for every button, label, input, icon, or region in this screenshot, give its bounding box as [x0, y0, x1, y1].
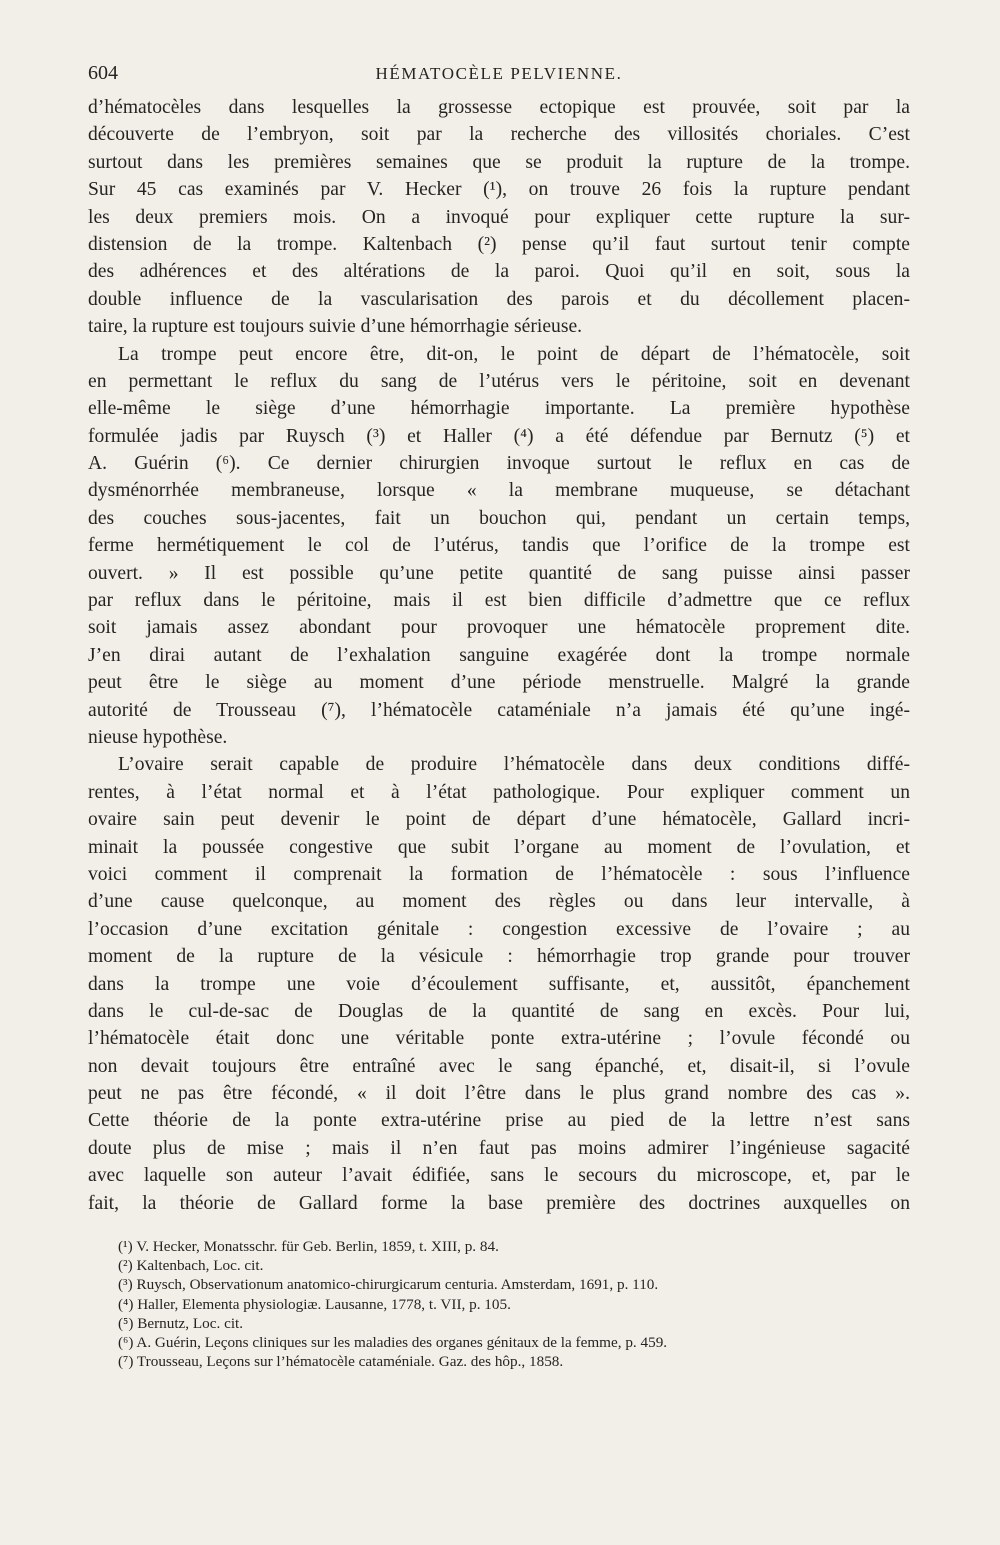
footnote: (⁷) Trousseau, Leçons sur l’hématocèle cataméniale. Gaz. des hôp., 1858. [118, 1353, 564, 1371]
text-line: l’hématocèle était donc une véritable ponte extra-utérine ; l’ovule fécondé ou [88, 1028, 910, 1050]
text-line: peut ne pas être fécondé, « il doit l’être dans le plus grand nombre des cas ». [88, 1083, 910, 1105]
text-line: rentes, à l’état normal et à l’état pathologique. Pour expliquer comment un [88, 781, 910, 803]
text-line: en permettant le reflux du sang de l’utérus vers le péritoine, soit en devenant [88, 370, 910, 392]
footnote: (⁴) Haller, Elementa physiologiæ. Lausanne, 1778, t. VII, p. 105. [118, 1295, 511, 1313]
text-line: double influence de la vascularisation des parois et du décollement placen- [88, 288, 910, 310]
text-line: avec laquelle son auteur l’avait édifiée, sans le secours du microscope, et, par le [88, 1165, 910, 1187]
text-line: minait la poussée congestive que subit l’organe au moment de l’ovulation, et [88, 836, 910, 858]
text-line: dysménorrhée membraneuse, lorsque « la membrane muqueuse, se détachant [88, 480, 910, 502]
text-line: découverte de l’embryon, soit par la recherche des villosités choriales. C’est [88, 124, 910, 146]
footnote: (¹) V. Hecker, Monatsschr. für Geb. Berlin, 1859, t. XIII, p. 84. [118, 1238, 499, 1255]
text-line: La trompe peut encore être, dit-on, le point de départ de l’hématocèle, soit [118, 343, 910, 365]
footnote: (⁶) A. Guérin, Leçons cliniques sur les maladies des organes génitaux de la femme, p. 459. [118, 1333, 668, 1351]
body-text [88, 94, 910, 1217]
text-line: formulée jadis par Ruysch (³) et Haller (⁴) a été défendue par Bernutz (⁵) et [88, 425, 910, 447]
footnotes [118, 1237, 908, 1371]
text-line: dans le cul-de-sac de Douglas de la quantité de sang en excès. Pour lui, [88, 1000, 910, 1022]
text-line: doute plus de mise ; mais il n’en faut pas moins admirer l’ingénieuse sagacité [88, 1137, 910, 1159]
text-line: moment de la rupture de la vésicule : hémorrhagie trop grande pour trouver [88, 946, 910, 968]
text-line: d’hématocèles dans lesquelles la grossesse ectopique est prouvée, soit par la [88, 97, 910, 118]
text-line: des adhérences et des altérations de la paroi. Quoi qu’il en soit, sous la [88, 261, 910, 283]
text-line: elle-même le siège d’une hémorrhagie importante. La première hypothèse [88, 398, 910, 420]
text-line: nieuse hypothèse. [88, 726, 228, 748]
text-line: des couches sous-jacentes, fait un bouchon qui, pendant un certain temps, [88, 507, 910, 529]
text-line: ovaire sain peut devenir le point de départ d’une hématocèle, Gallard incri- [88, 809, 910, 831]
text-line: par reflux dans le péritoine, mais il est bien difficile d’admettre que ce reflux [88, 590, 910, 612]
text-line: non devait toujours être entraîné avec le sang épanché, et, disait-il, si l’ovule [88, 1055, 910, 1077]
text-line: dans la trompe une voie d’écoulement suffisante, et, aussitôt, épanchement [88, 973, 910, 995]
text-line: L’ovaire serait capable de produire l’hématocèle dans deux conditions diffé- [118, 754, 910, 776]
text-line: surtout dans les premières semaines que se produit la rupture de la trompe. [88, 151, 910, 173]
text-line: Cette théorie de la ponte extra-utérine prise au pied de la lettre n’est sans [88, 1110, 910, 1132]
text-line: autorité de Trousseau (⁷), l’hématocèle cataméniale n’a jamais été qu’une ingé- [88, 699, 910, 721]
running-head: HÉMATOCÈLE PELVIENNE. [375, 64, 623, 83]
text-line: Sur 45 cas examinés par V. Hecker (¹), on trouve 26 fois la rupture pendant [88, 179, 910, 201]
text-line: J’en dirai autant de l’exhalation sanguine exagérée dont la trompe normale [88, 644, 910, 666]
text-line: fait, la théorie de Gallard forme la base première des doctrines auxquelles on [88, 1192, 910, 1214]
text-line: peut être le siège au moment d’une période menstruelle. Malgré la grande [88, 672, 910, 694]
text-line: d’une cause quelconque, au moment des règles ou dans leur intervalle, à [88, 891, 910, 913]
footnote: (⁵) Bernutz, Loc. cit. [118, 1314, 244, 1332]
page-number: 604 [88, 62, 118, 84]
text-line: ouvert. » Il est possible qu’une petite quantité de sang puisse ainsi passer [88, 562, 910, 584]
footnote: (²) Kaltenbach, Loc. cit. [118, 1257, 264, 1275]
text-line: A. Guérin (⁶). Ce dernier chirurgien invoque surtout le reflux en cas de [88, 453, 910, 475]
text-line: les deux premiers mois. On a invoqué pour expliquer cette rupture la sur- [88, 206, 910, 228]
page-header [88, 62, 910, 92]
text-line: distension de la trompe. Kaltenbach (²) pense qu’il faut surtout tenir compte [88, 233, 910, 255]
text-line: voici comment il comprenait la formation de l’hématocèle : sous l’influence [88, 863, 910, 885]
text-line: taire, la rupture est toujours suivie d’une hémorrhagie sérieuse. [88, 316, 583, 338]
footnote: (³) Ruysch, Observationum anatomico-chirurgicarum centuria. Amsterdam, 1691, p. 110. [118, 1276, 659, 1294]
text-line: ferme hermétiquement le col de l’utérus, tandis que l’orifice de la trompe est [88, 535, 910, 557]
text-line: l’occasion d’une excitation génitale : congestion excessive de l’ovaire ; au [88, 918, 910, 940]
text-line: soit jamais assez abondant pour provoquer une hématocèle proprement dite. [88, 617, 910, 639]
